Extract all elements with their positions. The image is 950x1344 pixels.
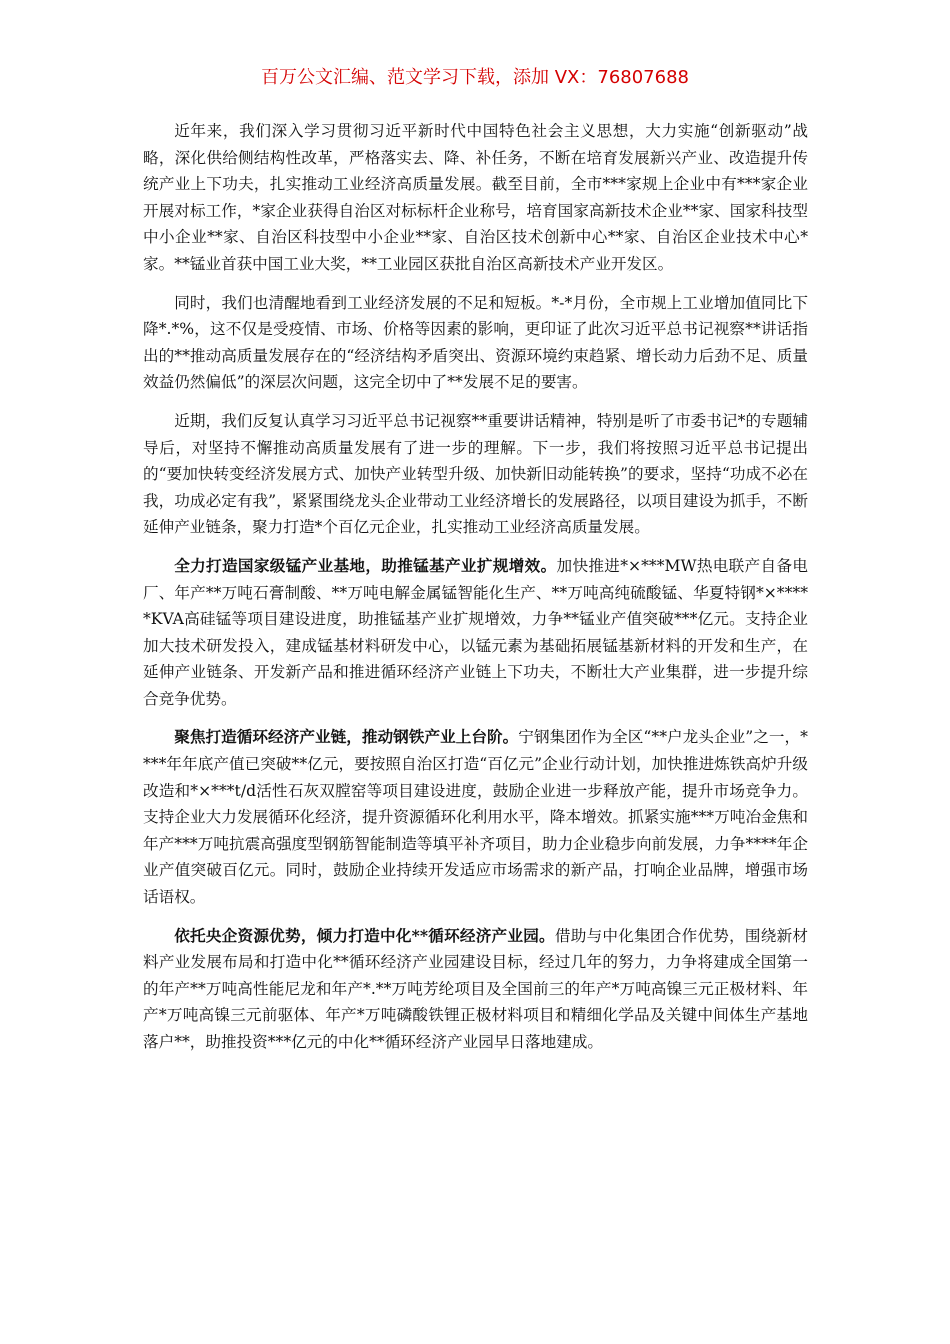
paragraph-intro [143, 118, 808, 278]
paragraph-text: 同时，我们也清醒地看到工业经济发展的不足和短板。*-*月份，全市规上工业增加值同比下降*.*%，这不仅是受疫情、市场、价格等因素的影响，更印证了此次习近平总书记视察**讲话指出的**推动高质量发展存在的“经济结构矛盾突出、资源环境约束趋紧、增长动力后劲不足、质量效益仍然偏低”的深层次问题，这完全切中了**发展不足的要害。 [143, 293, 808, 392]
paragraph-shortcomings [143, 290, 808, 396]
paragraph-next-steps [143, 408, 808, 541]
paragraph-text: 宁钢集团作为全区“**户龙头企业”之一，****年年底产值已突破**亿元，要按照自治区打造“百亿元”企业行动计划，加快推进炼铁高炉升级改造和*×***t/d活性石灰双膛窑等项目建设进度，鼓励企业进一步释放产能，提升市场竞争力。支持企业大力发展循环化经济，提升资源循环化利用水平，降本增效。抓紧实施***万吨冶金焦和年产***万吨抗震高强度型钢筋智能制造等填平补齐项目，助力企业稳步向前发展，力争****年企业产值突破百亿元。同时，鼓励企业持续开发适应市场需求的新产品，打响企业品牌，增强市场话语权。 [143, 728, 808, 907]
paragraph-manganese-base [143, 553, 808, 713]
paragraph-text: 近年来，我们深入学习贯彻习近平新时代中国特色社会主义思想，大力实施“创新驱动”战略，深化供给侧结构性改革，严格落实去、降、补任务，不断在培育发展新兴产业、改造提升传统产业上下功夫，扎实推动工业经济高质量发展。截至目前，全市***家规上企业中有***家企业开展对标工作，*家企业获得自治区对标标杆企业称号，培育国家高新技术企业**家、国家科技型中小企业**家、自治区科技型中小企业**家、自治区技术创新中心**家、自治区企业技术中心*家。**锰业首获中国工业大奖，**工业园区获批自治区高新技术产业开发区。 [143, 122, 808, 273]
paragraph-sinochem-park [143, 923, 808, 1056]
header-banner: 百万公文汇编、范文学习下载，添加 VX：76807688 [261, 67, 689, 88]
paragraph-text: 近期，我们反复认真学习习近平总书记视察**重要讲话精神，特别是听了市委书记*的专题辅导后，对坚持不懈推动高质量发展有了进一步的理解。下一步，我们将按照习近平总书记提出的“要加快转变经济发展方式、加快产业转型升级、加快新旧动能转换”的要求，坚持“功成不必在我，功成必定有我”，紧紧围绕龙头企业带动工业经济增长的发展路径，以项目建设为抓手，不断延伸产业链条，聚力打造*个百亿元企业，扎实推动工业经济高质量发展。 [143, 411, 808, 537]
paragraph-lead-heading: 聚焦打造循环经济产业链，推动钢铁产业上台阶。 [174, 727, 519, 747]
paragraph-text: 加快推进*×***MW热电联产自备电厂、年产**万吨石膏制酸、**万吨电解金属锰智能化生产、**万吨高纯硫酸锰、华夏特钢*×*****KVA高硅锰等项目建设进度，助推锰基产业扩规增效，力争**锰业产值突破***亿元。支持企业加大技术研发投入，建成锰基材料研发中心，以锰元素为基础拓展锰基新材料的开发和生产，在延伸产业链条、开发新产品和推进循环经济产业链上下功夫，不断壮大产业集群，进一步提升综合竞争优势。 [143, 556, 808, 708]
paragraph-lead-heading: 全力打造国家级锰产业基地，助推锰基产业扩规增效。 [174, 555, 557, 575]
paragraph-lead-heading: 依托央企资源优势，倾力打造中化**循环经济产业园。 [174, 925, 555, 945]
paragraph-text: 借助与中化集团合作优势，围绕新材料产业发展布局和打造中化**循环经济产业园建设目标，经过几年的努力，力争将建成全国第一的年产**万吨高性能尼龙和年产*.**万吨芳纶项目及全国前三的年产*万吨高镍三元正极材料、年产*万吨高镍三元前驱体、年产*万吨磷酸铁锂正极材料项目和精细化学品及关键中间体生产基地落户**，助推投资***亿元的中化**循环经济产业园早日落地建成。 [143, 926, 808, 1051]
document-body [143, 118, 808, 1068]
paragraph-steel-industry [143, 724, 808, 910]
